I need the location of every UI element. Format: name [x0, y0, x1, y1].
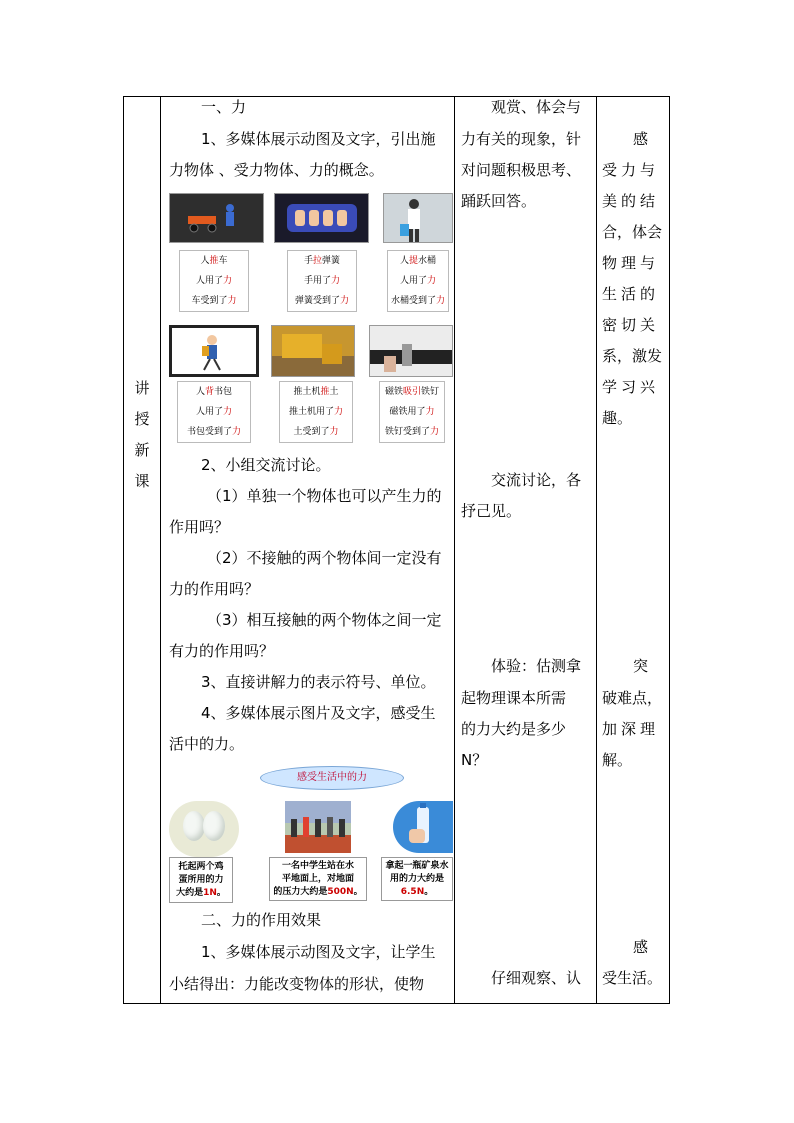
photo-water-bottle — [393, 801, 453, 853]
backpack-illustration — [172, 328, 256, 374]
student-text: 的力大约是多少 — [461, 720, 567, 738]
paragraph: 2、小组交流讨论。 — [201, 456, 331, 474]
student-text: 力有关的现象，针 — [461, 130, 582, 148]
paragraph: 3、直接讲解力的表示符号、单位。 — [201, 673, 436, 691]
intent-text: 美的结 — [602, 192, 660, 210]
cart-illustration — [170, 194, 264, 243]
caption-card: 推土机推土 推土机用了力 土受到了力 — [279, 381, 353, 443]
spring-illustration — [275, 194, 369, 243]
intent-text: 破难点， — [602, 689, 663, 707]
section-char: 课 — [134, 472, 150, 490]
question: 作用吗？ — [169, 518, 230, 536]
caption-card: 手拉弹簧 手用了力 弹簧受到了力 — [287, 250, 357, 312]
student-text: 起物理课本所需 — [461, 689, 567, 707]
life-force-title: 感受生活中的力 — [260, 766, 404, 790]
photo-carry-bucket — [383, 193, 453, 243]
photo-students — [285, 801, 351, 853]
student-text: 抒己见。 — [461, 502, 522, 520]
paragraph: 1、多媒体展示动图及文字，引出施 — [201, 130, 436, 148]
life-box: 拿起一瓶矿泉水 用的力大约是 6.5N。 — [381, 857, 453, 901]
heading-force: 一、力 — [201, 98, 247, 116]
student-text: 交流讨论，各 — [491, 471, 582, 489]
intent-text: 感 — [633, 130, 649, 148]
intent-text: 感 — [633, 938, 649, 956]
photo-spring-grip — [274, 193, 369, 243]
section-char: 授 — [134, 410, 150, 428]
student-text: 观赏、体会与 — [491, 98, 582, 116]
caption-card: 人背书包 人用了力 书包受到了力 — [177, 381, 251, 443]
intent-text: 受力与 — [602, 161, 660, 179]
intent-text: 突 — [633, 657, 649, 675]
photo-push-cart — [169, 193, 264, 243]
section-column — [124, 97, 160, 1003]
bucket-illustration — [384, 194, 453, 243]
paragraph: 4、多媒体展示图片及文字，感受生 — [201, 704, 436, 722]
intent-text: 密切关 — [602, 316, 660, 334]
intent-text: 系，激发 — [602, 347, 663, 365]
question: 有力的作用吗？ — [169, 642, 275, 660]
caption-card: 磁铁吸引铁钉 磁铁用了力 铁钉受到了力 — [379, 381, 445, 443]
intent-text: 生活的 — [602, 285, 660, 303]
intent-text: 加深理 — [602, 720, 660, 738]
photo-backpack — [169, 325, 259, 377]
intent-text: 合，体会 — [602, 223, 663, 241]
heading-effect: 二、力的作用效果 — [201, 911, 322, 929]
student-activity-column — [455, 97, 596, 1003]
intent-text: 趣。 — [602, 409, 633, 427]
student-text: 踊跃回答。 — [461, 192, 537, 210]
photo-bulldozer — [271, 325, 355, 377]
caption-card: 人推车 人用了力 车受到了力 — [179, 250, 249, 312]
photo-eggs — [169, 801, 239, 857]
teaching-content-column — [161, 97, 453, 1003]
caption-card: 人提水桶 人用了力 水桶受到了力 — [387, 250, 449, 312]
intent-text: 物理与 — [602, 254, 660, 272]
magnet-illustration — [370, 326, 453, 377]
section-char: 讲 — [134, 379, 150, 397]
bulldozer-illustration — [272, 326, 355, 377]
intent-text: 受生活。 — [602, 969, 663, 987]
paragraph: 1、多媒体展示动图及文字，让学生 — [201, 943, 436, 961]
students-illustration — [285, 801, 351, 853]
student-text: 对问题积极思考、 — [461, 161, 582, 179]
section-char: 新 — [134, 441, 150, 459]
question: （2）不接触的两个物体间一定没有 — [207, 549, 442, 567]
question: （1）单独一个物体也可以产生力的 — [207, 487, 442, 505]
life-box: 一名中学生站在水 平地面上，对地面 的压力大约是500N。 — [269, 857, 367, 901]
paragraph: 力物体 、受力物体、力的概念。 — [169, 161, 384, 179]
paragraph: 小结得出：力能改变物体的形状，使物 — [169, 975, 425, 993]
student-text: N？ — [461, 751, 488, 769]
lesson-plan-table — [123, 96, 670, 1004]
question: 力的作用吗？ — [169, 580, 260, 598]
bottle-illustration — [393, 801, 453, 853]
question: （3）相互接触的两个物体之间一定 — [207, 611, 442, 629]
design-intent-column — [597, 97, 670, 1003]
life-box: 托起两个鸡 蛋所用的力 大约是1N。 — [169, 857, 233, 903]
student-text: 仔细观察、认 — [491, 969, 582, 987]
photo-magnet — [369, 325, 453, 377]
paragraph: 活中的力。 — [169, 735, 245, 753]
section-label — [124, 373, 160, 497]
student-text: 体验：估测拿 — [491, 657, 582, 675]
intent-text: 学习兴 — [602, 378, 660, 396]
intent-text: 解。 — [602, 751, 633, 769]
